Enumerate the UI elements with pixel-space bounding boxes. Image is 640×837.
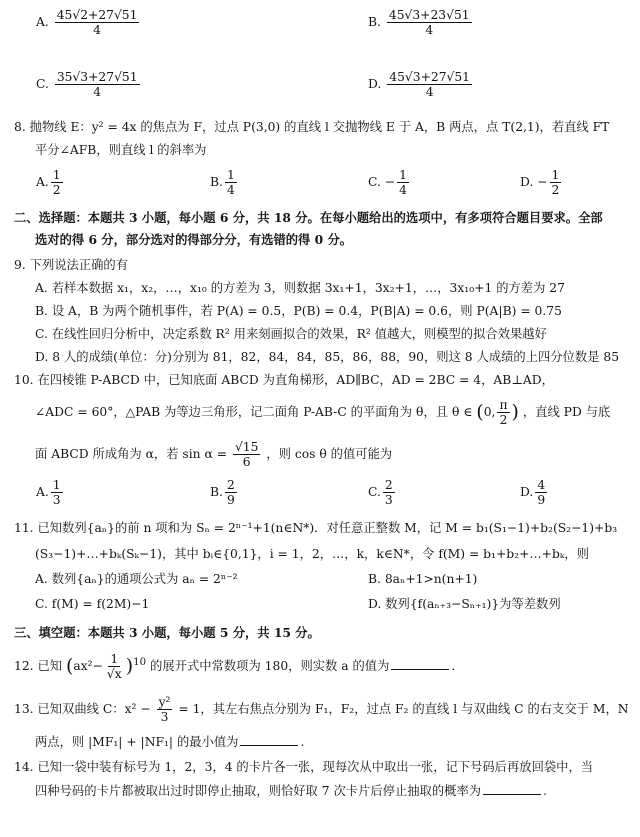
q14-answer-blank[interactable]	[483, 794, 541, 795]
q7-d-numerator: 45√3+27√51	[389, 70, 471, 84]
q9-option-c: C. 在线性回归分析中，决定系数 R² 用来刻画拟合的效果，R² 值越大，则模型的拟合效果越好	[35, 327, 547, 341]
q11-option-b: B. 8aₙ+1>n(n+1)	[368, 572, 478, 586]
q13-answer-blank[interactable]	[240, 745, 298, 746]
q8-line-1: 8. 抛物线 E：y² = 4x 的焦点为 F，过点 P(3,0) 的直线 l 交抛物线 E 于 A，B 两点，点 T(2,1)，若直线 FT	[14, 120, 610, 134]
q7-option-b: B. $\frac{45√3+23√51}{4}$	[368, 8, 470, 38]
q12-line: 12. 已知 (ax²− $\frac{1}{√x}$ )$^{10}$ 的展开式中常数项为 180，则实数 a 的值为 .	[14, 652, 456, 682]
section-3-heading: 三、填空题：本题共 3 小题，每小题 5 分，共 15 分。	[14, 625, 320, 640]
q7-b-numerator: 45√3+23√51	[388, 8, 470, 22]
q10-option-a: A. $\frac{1}{3}$	[36, 478, 61, 508]
q9-option-b: B. 设 A，B 为两个随机事件，若 P(A) = 0.5，P(B) = 0.4，P(B|A) = 0.6，则 P(A|B) = 0.75	[35, 304, 562, 318]
q7-c-denominator: 4	[93, 85, 102, 100]
q7-c-numerator: 35√3+27√51	[56, 70, 138, 84]
q9-stem: 9. 下列说法正确的有	[14, 258, 129, 272]
q8-option-a: A. $\frac{1}{2}$	[36, 168, 61, 198]
q12-answer-blank[interactable]	[391, 669, 449, 670]
q11-line-2: (S₃−1)+…+bₖ(Sₖ−1)，其中 bᵢ∈{0,1}，i = 1，2，…，k，k∈N*，令 f(M) = b₁+b₂+…+bₖ，则	[35, 547, 589, 561]
q7-b-denominator: 4	[425, 23, 434, 38]
q10-line-3: 面 ABCD 所成角为 α，若 sin α = $\frac{√15}{6}$ ，则 cos θ 的值可能为	[35, 440, 393, 470]
q10-line-2: ∠ADC = 60°，△PAB 为等边三角形，记二面角 P-AB-C 的平面角为 θ，且 θ ∈ (0, $\frac{\pi}{2}$ ) ，直线 PD 与底	[35, 398, 611, 428]
q8-option-c: C. − $\frac{1}{4}$	[368, 168, 407, 198]
q11-option-c: C. f(M) = f(2M)−1	[35, 597, 150, 611]
q10-option-d: D. $\frac{4}{9}$	[520, 478, 546, 508]
q10-option-c: C. $\frac{2}{3}$	[368, 478, 393, 508]
q9-option-a: A. 若样本数据 x₁，x₂，…，x₁₀ 的方差为 3，则数据 3x₁+1，3x₂+1，…，3x₁₀+1 的方差为 27	[35, 281, 565, 295]
q8-option-b: B. $\frac{1}{4}$	[210, 168, 235, 198]
q7-d-denominator: 4	[425, 85, 434, 100]
q10-line-1: 10. 在四棱锥 P-ABCD 中，已知底面 ABCD 为直角梯形，AD∥BC，AD = 2BC = 4，AB⊥AD，	[14, 373, 554, 387]
q7-option-c: C. $\frac{35√3+27√51}{4}$	[36, 70, 138, 100]
section-2-heading: 二、选择题：本题共 3 小题，每小题 6 分，共 18 分。在每小题给出的选项中，有多项符合题目要求。全部	[14, 210, 603, 225]
q13-line-1: 13. 已知双曲线 C：x² − $\frac{\text{y²}}{3}$ = 1，其左右焦点分别为 F₁，F₂，过点 F₂ 的直线 l 与双曲线 C 的右支交于 M，N	[14, 695, 629, 725]
q8-line-2: 平分∠AFB，则直线 l 的斜率为	[35, 143, 207, 157]
q7-option-a: A. $\frac{45√2+27√51}{4}$	[36, 8, 138, 38]
section-2-heading-cont: 选对的得 6 分，部分选对的得部分分，有选错的得 0 分。	[35, 232, 353, 247]
q14-line-1: 14. 已知一袋中装有标号为 1，2，3，4 的卡片各一张，现每次从中取出一张，记下号码后再放回袋中，当	[14, 760, 594, 774]
q14-line-2: 四种号码的卡片都被取出过时即停止抽取，则恰好取 7 次卡片后停止抽取的概率为 .	[35, 784, 547, 798]
q7-a-numerator: 45√2+27√51	[56, 8, 138, 22]
q10-option-b: B. $\frac{2}{9}$	[210, 478, 235, 508]
q7-option-d: D. $\frac{45√3+27√51}{4}$	[368, 70, 471, 100]
q13-line-2: 两点，则 |MF₁| + |NF₁| 的最小值为 .	[35, 735, 305, 749]
q8-option-d: D. − $\frac{1}{2}$	[520, 168, 560, 198]
q11-option-d: D. 数列{f(aₙ₊₃−Sₙ₊₁)}为等差数列	[368, 597, 561, 611]
q7-a-denominator: 4	[93, 23, 101, 38]
q9-option-d: D. 8 人的成绩(单位：分)分别为 81，82，84，84，85，86，88，90，则这 8 人成绩的上四分位数是 85	[35, 350, 620, 364]
q11-option-a: A. 数列{aₙ}的通项公式为 aₙ = 2ⁿ⁻²	[35, 572, 238, 586]
q11-line-1: 11. 已知数列{aₙ}的前 n 项和为 Sₙ = 2ⁿ⁻¹+1(n∈N*)．对任意正整数 M，记 M = b₁(S₁−1)+b₂(S₂−1)+b₃	[14, 521, 618, 535]
